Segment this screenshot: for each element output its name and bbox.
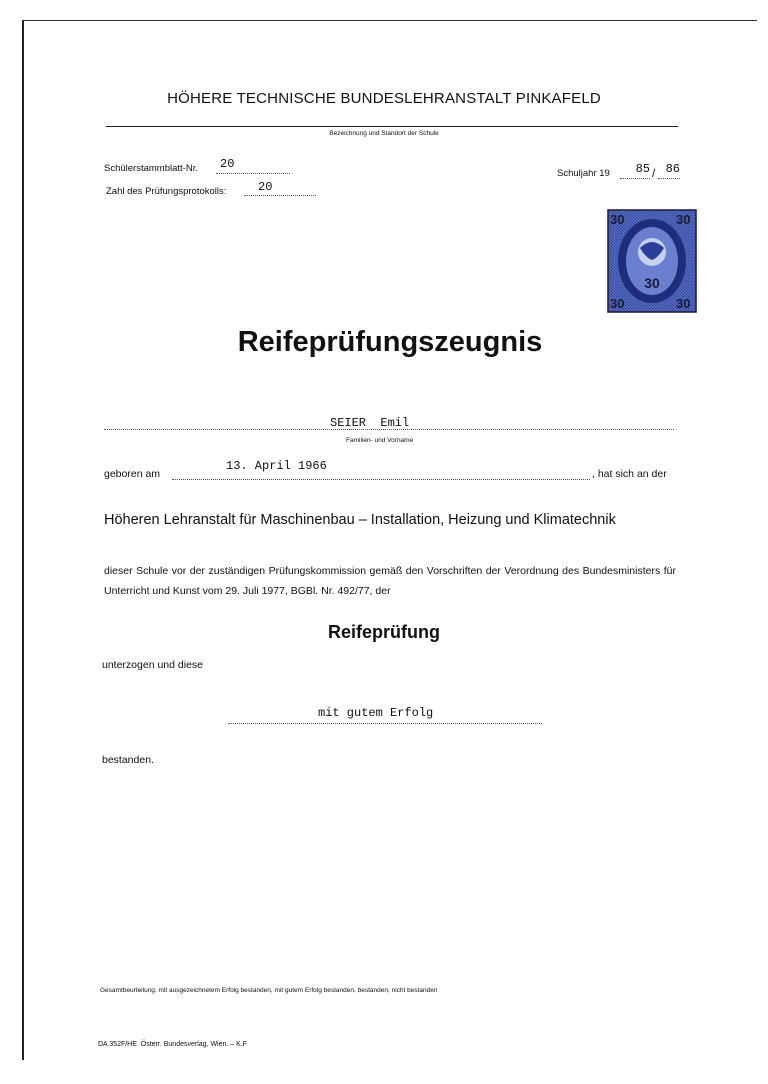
school-year-from: 85 <box>620 162 650 179</box>
school-name: HÖHERE TECHNISCHE BUNDESLEHRANSTALT PINKAFELD <box>167 90 601 107</box>
document-title: Reifeprüfungszeugnis <box>237 326 543 358</box>
born-label: geboren am <box>104 468 161 480</box>
name-caption: Familien- und Vorname <box>346 437 414 444</box>
svg-text:30: 30 <box>610 212 625 227</box>
born-suffix: , hat sich an der <box>592 468 667 480</box>
footnote: Gesamtbeurteilung: mit ausgezeichnetem Erfolg bestanden, mit gutem Erfolg bestanden, bestanden, nicht bestanden <box>100 987 438 994</box>
school-year-separator: / <box>652 166 656 180</box>
school-caption: Bezeichnung und Standort der Schule <box>329 130 439 137</box>
svg-text:30: 30 <box>644 275 660 291</box>
protocol-value: 20 <box>244 180 316 196</box>
born-date: 13. April 1966 <box>226 459 327 473</box>
result-underline <box>228 722 542 724</box>
exam-title: Reifeprüfung <box>328 622 440 642</box>
school-year-to: 86 <box>658 162 680 179</box>
svg-text:30: 30 <box>676 296 691 311</box>
imprint: DA 352F/HE Österr. Bundesverlag, Wien. – K.F <box>98 1041 248 1048</box>
result-value: mit gutem Erfolg <box>318 706 434 720</box>
institution-line: Höheren Lehranstalt für Maschinenbau – Installation, Heizung und Klimatechnik <box>104 512 616 528</box>
school-year-label: Schuljahr 19 <box>557 168 610 179</box>
svg-text:30: 30 <box>676 212 691 227</box>
school-rule <box>106 126 678 127</box>
revenue-stamp-icon <box>606 208 698 314</box>
passed-text: bestanden. <box>102 754 154 766</box>
protocol-label: Zahl des Prüfungsprotokolls: <box>106 186 227 197</box>
student-sheet-value: 20 <box>216 157 290 174</box>
born-underline <box>172 478 590 480</box>
subjected-text: unterzogen und diese <box>102 659 203 671</box>
page-left-edge <box>22 20 24 1060</box>
student-sheet-label: Schülerstammblatt-Nr. <box>104 163 198 174</box>
student-name: SEIER Emil <box>330 416 410 430</box>
page-top-edge <box>22 20 757 21</box>
regulation-paragraph: dieser Schule vor der zuständigen Prüfungskommission gemäß den Vorschriften der Verordnung des Bundesministers für Unterricht und Kunst vom 29. Juli 1977, BGBl. Nr. 492/77, der <box>104 565 676 597</box>
svg-text:30: 30 <box>610 296 625 311</box>
